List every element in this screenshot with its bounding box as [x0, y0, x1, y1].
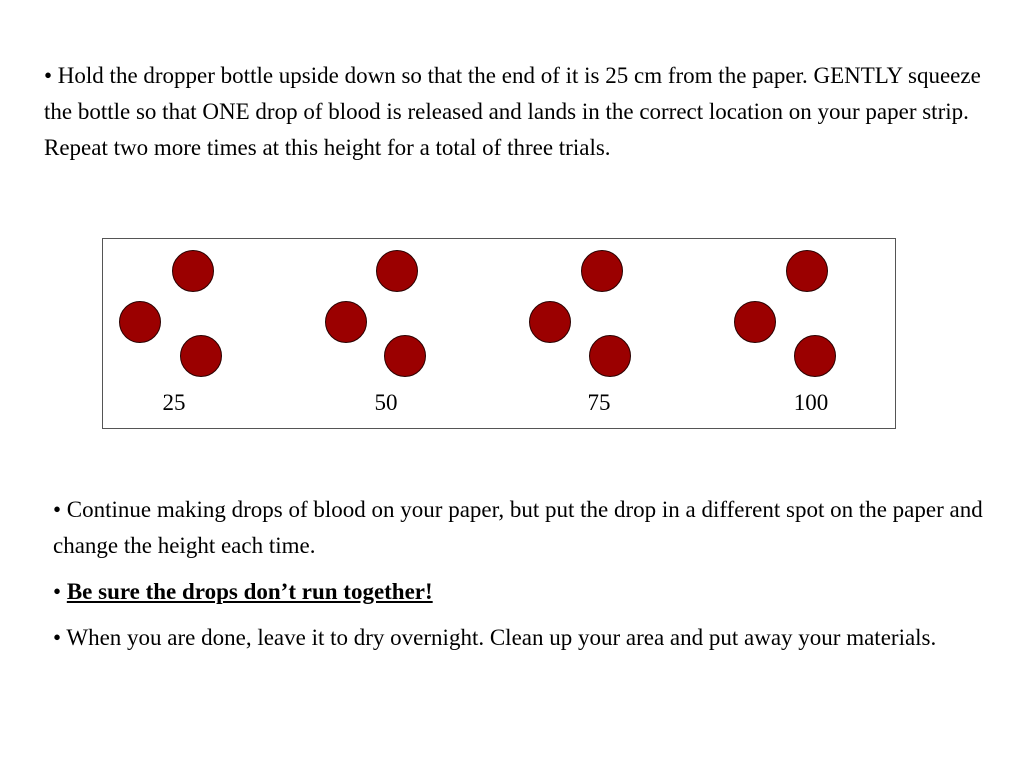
paper-strip-diagram	[102, 238, 896, 429]
blood-drop	[180, 335, 222, 377]
height-label: 75	[587, 390, 611, 415]
blood-drop	[376, 250, 418, 292]
height-label: 50	[374, 390, 398, 415]
blood-drop	[786, 250, 828, 292]
blood-drop	[581, 250, 623, 292]
blood-drop	[589, 335, 631, 377]
blood-drop	[119, 301, 161, 343]
blood-drop	[794, 335, 836, 377]
instruction-list	[53, 492, 983, 666]
blood-drop	[384, 335, 426, 377]
blood-drop	[172, 250, 214, 292]
blood-drop	[734, 301, 776, 343]
instruction-warning	[53, 574, 983, 610]
instruction-cleanup: • When you are done, leave it to dry overnight. Clean up your area and put away your materials.	[53, 625, 937, 650]
height-label: 100	[793, 390, 829, 415]
blood-drop	[529, 301, 571, 343]
instruction-continue: • Continue making drops of blood on your paper, but put the drop in a different spot on the paper and change the height each time.	[53, 497, 983, 558]
blood-drop	[325, 301, 367, 343]
intro-instruction: • Hold the dropper bottle upside down so that the end of it is 25 cm from the paper. GENTLY squeeze the bottle so that ONE drop of blood is released and lands in the correct location on your paper strip. Repeat two more times at this height for a total of three trials.	[44, 63, 981, 160]
bullet-glyph: •	[53, 579, 67, 604]
height-label: 25	[162, 390, 186, 415]
warning-emphasis: Be sure the drops don’t run together!	[66, 579, 433, 604]
